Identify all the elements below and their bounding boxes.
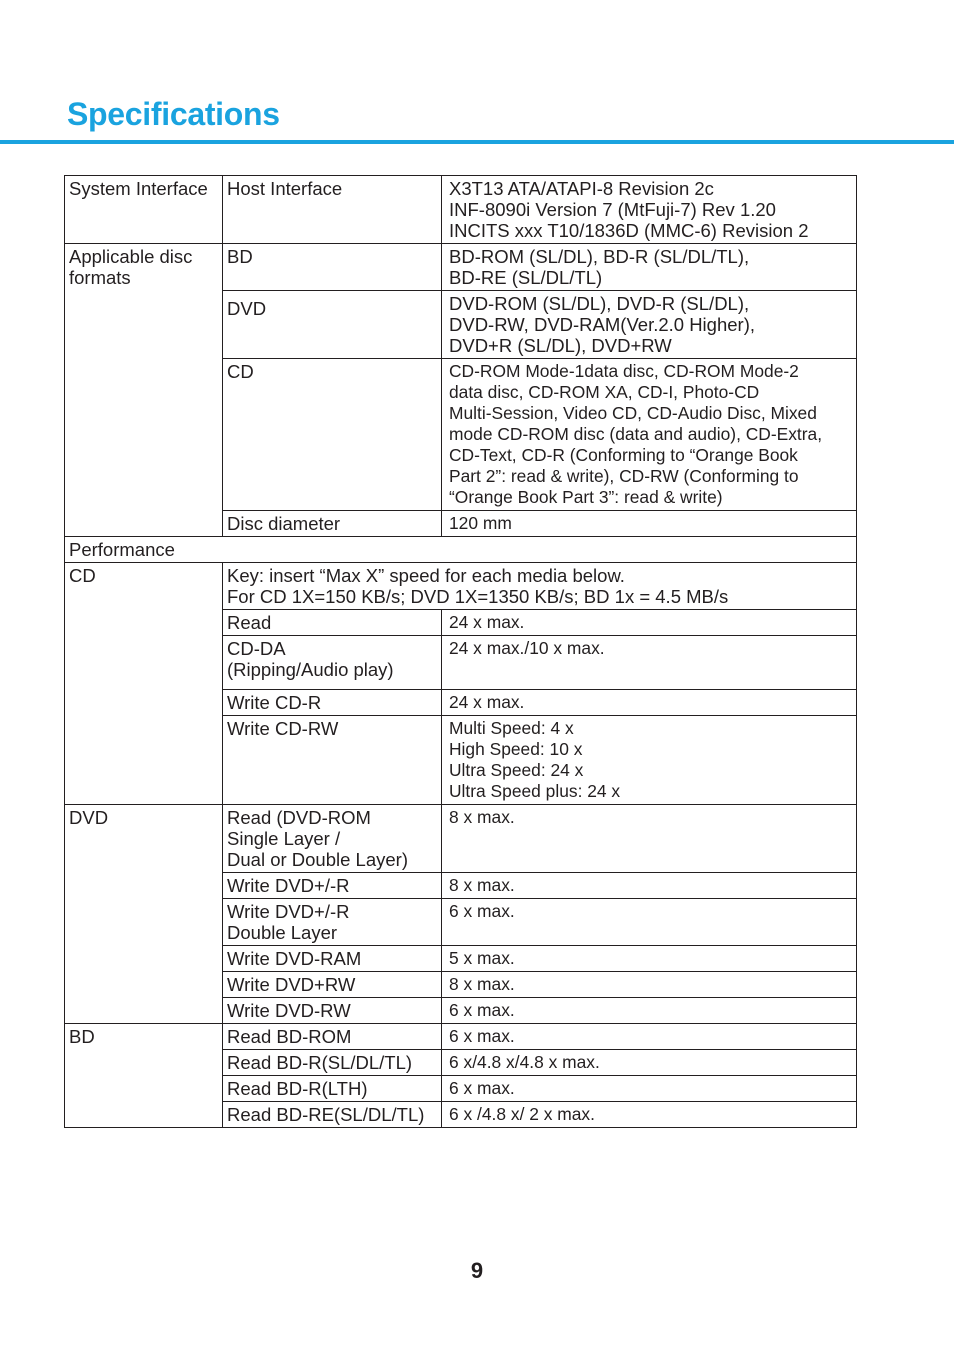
cell-text-line: BD-ROM (SL/DL), BD-R (SL/DL/TL), xyxy=(449,246,750,267)
cell-text-line: 6 x max. xyxy=(449,1026,515,1046)
table-cell xyxy=(223,291,442,359)
cell-text-line: Key: insert “Max X” speed for each media below. xyxy=(227,565,625,586)
cell-text-line: 6 x max. xyxy=(449,901,515,921)
specifications-table xyxy=(64,175,857,1128)
table-cell xyxy=(442,176,857,244)
cell-text-line: 6 x max. xyxy=(449,1000,515,1020)
table-cell xyxy=(223,805,442,873)
cell-text-line: Ultra Speed plus: 24 x xyxy=(449,781,621,801)
table-cell xyxy=(223,690,442,716)
table-cell xyxy=(442,716,857,805)
cell-text-line: INF-8090i Version 7 (MtFuji-7) Rev 1.20 xyxy=(449,199,776,220)
table-cell xyxy=(442,1102,857,1128)
table-cell xyxy=(65,563,223,805)
table-cell xyxy=(223,176,442,244)
table-cell xyxy=(442,511,857,537)
cell-text-line: Read BD-R(LTH) xyxy=(227,1078,368,1099)
table-cell xyxy=(442,1024,857,1050)
cell-text-line: Read (DVD-ROM xyxy=(227,807,371,828)
cell-text-line: Write DVD+RW xyxy=(227,974,356,995)
cell-text-line: DVD-ROM (SL/DL), DVD-R (SL/DL), xyxy=(449,293,750,314)
cell-text-line: DVD xyxy=(227,298,267,319)
cell-text-line: formats xyxy=(69,267,131,288)
cell-text-line: data disc, CD-ROM XA, CD-I, Photo-CD xyxy=(449,382,760,402)
cell-text-line: Applicable disc xyxy=(69,246,193,267)
cell-text-line: For CD 1X=150 KB/s; DVD 1X=1350 KB/s; BD 1x = 4.5 MB/s xyxy=(227,586,729,607)
cell-text-line: Multi-Session, Video CD, CD-Audio Disc, Mixed xyxy=(449,403,817,423)
cell-text-line: Write DVD+/-R xyxy=(227,901,350,922)
table-cell xyxy=(65,176,223,244)
cell-text-line: Double Layer xyxy=(227,922,338,943)
cell-text-line: Ultra Speed: 24 x xyxy=(449,760,584,780)
table-row xyxy=(65,244,857,291)
cell-text-line: 5 x max. xyxy=(449,948,515,968)
table-cell xyxy=(442,805,857,873)
table-cell xyxy=(223,998,442,1024)
table-row xyxy=(65,537,857,563)
cell-text-line: DVD-RW, DVD-RAM(Ver.2.0 Higher), xyxy=(449,314,755,335)
title-rule xyxy=(0,140,954,144)
cell-text-line: 8 x max. xyxy=(449,875,515,895)
table-row xyxy=(65,563,857,610)
cell-text-line: Part 2”: read & write), CD-RW (Conforming to xyxy=(449,466,799,486)
table-cell xyxy=(223,716,442,805)
table-cell xyxy=(223,511,442,537)
table-cell xyxy=(223,1024,442,1050)
cell-text-line: BD xyxy=(69,1026,95,1047)
table-row xyxy=(65,805,857,873)
cell-text-line: Write CD-R xyxy=(227,692,322,713)
table-cell xyxy=(442,291,857,359)
cell-text-line: CD-ROM Mode-1data disc, CD-ROM Mode-2 xyxy=(449,361,799,381)
page-number: 9 xyxy=(470,1258,484,1283)
cell-text-line: 120 mm xyxy=(449,513,512,533)
table-cell xyxy=(223,359,442,511)
table-cell xyxy=(442,1076,857,1102)
table-cell xyxy=(223,1076,442,1102)
table-cell xyxy=(442,899,857,946)
cell-text-line: 6 x/4.8 x/4.8 x max. xyxy=(449,1052,600,1072)
cell-text-line: Multi Speed: 4 x xyxy=(449,718,574,738)
cell-text-line: 8 x max. xyxy=(449,807,515,827)
cell-text-line: CD xyxy=(69,565,96,586)
cell-text-line: X3T13 ATA/ATAPI-8 Revision 2c xyxy=(449,178,714,199)
cell-text-line: 6 x /4.8 x/ 2 x max. xyxy=(449,1104,595,1124)
table-cell xyxy=(65,537,857,563)
cell-text-line: Write DVD+/-R xyxy=(227,875,350,896)
cell-text-line: BD xyxy=(227,246,253,267)
table-cell xyxy=(223,1102,442,1128)
cell-text-line: INCITS xxx T10/1836D (MMC-6) Revision 2 xyxy=(449,220,809,241)
table-row xyxy=(65,1024,857,1050)
cell-text-line: DVD xyxy=(69,807,109,828)
cell-text-line: Dual or Double Layer) xyxy=(227,849,408,870)
cell-text-line: High Speed: 10 x xyxy=(449,739,583,759)
table-cell xyxy=(442,998,857,1024)
table-cell xyxy=(223,636,442,690)
table-cell xyxy=(442,873,857,899)
table-cell xyxy=(442,690,857,716)
cell-text-line: Host Interface xyxy=(227,178,343,199)
cell-text-line: DVD+R (SL/DL), DVD+RW xyxy=(449,335,672,356)
cell-text-line: Read xyxy=(227,612,272,633)
table-row xyxy=(65,176,857,244)
cell-text-line: Disc diameter xyxy=(227,513,341,534)
cell-text-line: mode CD-ROM disc (data and audio), CD-Extra, xyxy=(449,424,823,444)
table-cell xyxy=(223,972,442,998)
table-cell xyxy=(442,1050,857,1076)
cell-text-line: (Ripping/Audio play) xyxy=(227,659,394,680)
cell-text-line: 24 x max. xyxy=(449,612,525,632)
table-cell xyxy=(223,244,442,291)
cell-text-line: “Orange Book Part 3”: read & write) xyxy=(449,487,723,507)
cell-text-line: Read BD-RE(SL/DL/TL) xyxy=(227,1104,425,1125)
cell-text-line: 6 x max. xyxy=(449,1078,515,1098)
table-cell xyxy=(223,899,442,946)
cell-text-line: CD-Text, CD-R (Conforming to “Orange Book xyxy=(449,445,798,465)
table-cell xyxy=(442,972,857,998)
cell-text-line: Write DVD-RW xyxy=(227,1000,351,1021)
page-title: Specifications xyxy=(67,96,280,132)
table-cell xyxy=(442,359,857,511)
table-cell xyxy=(442,244,857,291)
cell-text-line: 24 x max. xyxy=(449,692,525,712)
table-cell xyxy=(223,1050,442,1076)
cell-text-line: Single Layer / xyxy=(227,828,341,849)
table-cell xyxy=(65,1024,223,1128)
table-cell xyxy=(223,563,857,610)
cell-text-line: Write CD-RW xyxy=(227,718,339,739)
table-cell xyxy=(65,805,223,1024)
table-cell xyxy=(442,946,857,972)
table-cell xyxy=(223,946,442,972)
cell-text-line: System Interface xyxy=(69,178,208,199)
table-cell xyxy=(223,873,442,899)
cell-text-line: BD-RE (SL/DL/TL) xyxy=(449,267,603,288)
cell-text-line: CD xyxy=(227,361,254,382)
cell-text-line: Read BD-ROM xyxy=(227,1026,352,1047)
cell-text-line: 24 x max./10 x max. xyxy=(449,638,605,658)
table-cell xyxy=(223,610,442,636)
cell-text-line: 8 x max. xyxy=(449,974,515,994)
cell-text-line: Performance xyxy=(69,539,175,560)
table-cell xyxy=(442,636,857,690)
cell-text-line: Write DVD-RAM xyxy=(227,948,362,969)
cell-text-line: CD-DA xyxy=(227,638,286,659)
table-cell xyxy=(65,244,223,537)
table-cell xyxy=(442,610,857,636)
cell-text-line: Read BD-R(SL/DL/TL) xyxy=(227,1052,413,1073)
